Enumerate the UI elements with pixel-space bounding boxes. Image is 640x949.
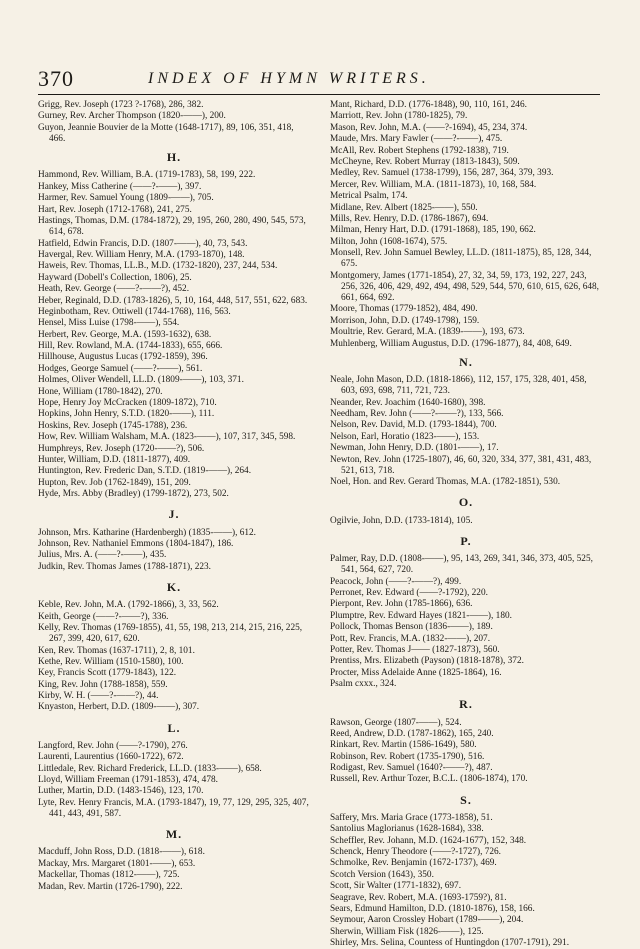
index-entry: Rinkart, Rev. Martin (1586-1649), 580. [330,740,477,751]
index-entry: Marriott, Rev. John (1780-1825), 79. [330,111,468,122]
index-entry: Milman, Henry Hart, D.D. (1791-1868), 185, 190, 662. [330,225,536,236]
right-column [330,100,602,949]
index-entry: McCheyne, Rev. Robert Murray (1813-1843), 509. [330,156,520,167]
index-entry: Perronet, Rev. Edward (——?-1792), 220. [330,587,488,598]
index-entry: Milton, John (1608-1674), 575. [330,236,448,247]
index-entry: Medley, Rev. Samuel (1738-1799), 156, 287, 364, 379, 393. [330,168,554,179]
index-entry: Kirby, W. H. (——?-——?), 44. [38,691,159,702]
index-entry: Moultrie, Rev. Gerard, M.A. (1839-——), 193, 673. [330,327,525,338]
index-entry: Keith, George (——?-——?), 336. [38,611,169,622]
index-entry: Judkin, Rev. Thomas James (1788-1871), 223. [38,561,212,572]
index-entry: Neander, Rev. Joachim (1640-1680), 398. [330,397,486,408]
index-entry: Julius, Mrs. A. (——?-——), 435. [38,550,167,561]
index-entry: Scheffler, Rev. Johann, M.D. (1624-1677), 152, 348. [330,835,527,846]
index-entry: Nelson, Earl, Horatio (1823-——), 153. [330,431,480,442]
index-entry: Palmer, Ray, D.D. (1808-——), 95, 143, 269, 341, 346, 373, 405, 525, 541, 564, 627, 720. [330,554,593,576]
index-entry: Schmolke, Rev. Benjamin (1672-1737), 469. [330,858,497,869]
index-entry: Mills, Rev. Henry, D.D. (1786-1867), 694. [330,213,489,224]
index-entry: Peacock, John (——?-——?), 499. [330,576,462,587]
index-entry: Mant, Richard, D.D. (1776-1848), 90, 110, 161, 246. [330,100,527,110]
index-entry: Procter, Miss Adelaide Anne (1825-1864), 16. [330,667,502,678]
index-entry: Laurenti, Laurentius (1660-1722), 672. [38,752,184,763]
index-entry: Herbert, Rev. George, M.A. (1593-1632), 638. [38,329,212,340]
index-entry: Lloyd, William Freeman (1791-1853), 474, 478. [38,775,218,786]
index-entry: Nelson, Rev. David, M.D. (1793-1844), 700. [330,420,497,431]
index-entry: Luther, Martin, D.D. (1483-1546), 123, 170. [38,786,204,797]
index-entry: Kelly, Rev. Thomas (1769-1855), 41, 55, 198, 213, 214, 215, 216, 225, 267, 399, 420, 617, 620. [38,622,303,645]
index-entry: Macduff, John Ross, D.D. (1818-——), 618. [38,847,205,858]
index-entry: Heginbotham, Rev. Ottiwell (1744-1768), 116, 563. [38,306,231,317]
index-entry: Holmes, Oliver Wendell, LL.D. (1809-——), 103, 371. [38,375,244,386]
section-letter-heading: R. [459,697,473,712]
index-entry: Needham, Rev. John (——?-——?), 133, 566. [330,409,504,420]
index-entry: Keble, Rev. John, M.A. (1792-1866), 3, 33, 562. [38,600,219,611]
index-entry: Grigg, Rev. Joseph (1723 ?-1768), 286, 382. [38,100,204,110]
index-entry: Hupton, Rev. Job (1762-1849), 151, 209. [38,477,191,488]
index-entry: Mackay, Mrs. Margaret (1801-——), 653. [38,858,196,869]
index-entry: Ken, Rev. Thomas (1637-1711), 2, 8, 101. [38,645,195,656]
section-letter-heading: N. [459,354,473,369]
index-entry: Pott, Rev. Francis, M.A. (1832-——), 207. [330,633,491,644]
section-letter-heading: O. [458,495,474,510]
index-entry: Scotch Version (1643), 350. [330,869,434,880]
index-entry: Sears, Edmund Hamilton, D.D. (1810-1876), 158, 166. [330,904,535,914]
index-entry: Johnson, Rev. Nathaniel Emmons (1804-1847), 186. [38,538,234,549]
index-entry: Hodges, George Samuel (——?-——), 561. [38,363,203,374]
index-entry: Hone, William (1780-1842), 270. [38,386,163,397]
index-entry: Mason, Rev. John, M.A. (——?-1694), 45, 234, 374. [330,122,528,133]
left-column [38,100,310,920]
index-entry: Pollock, Thomas Benson (1836-——), 189. [330,622,493,633]
index-entry: Santolius Maglorianus (1628-1684), 338. [330,824,484,835]
index-entry: Hankey, Miss Catherine (——?-——), 397. [38,181,202,192]
index-entry: Psalm cxxx., 324. [330,679,397,690]
index-entry: Plumptre, Rev. Edward Hayes (1821-——), 180. [330,610,512,621]
index-entry: Moore, Thomas (1779-1852), 484, 490. [330,304,478,315]
index-entry: Prentiss, Mrs. Elizabeth (Payson) (1818-1878), 372. [330,656,524,667]
index-entry: Haweis, Rev. Thomas, LL.B., M.D. (1732-1820), 237, 244, 534. [38,261,278,272]
section-letter-heading: J. [168,507,180,522]
index-entry: Hope, Henry Joy McCracken (1809-1872), 710. [38,398,217,409]
index-entry: Guyon, Jeannie Bouvier de la Motte (1648-1717), 89, 106, 351, 418, 466. [38,122,294,144]
index-entry: Metrical Psalm, 174. [330,191,408,202]
index-entry: Hoskins, Rev. Joseph (1745-1788), 236. [38,420,188,431]
index-entry: Hart, Rev. Joseph (1712-1768), 241, 275. [38,204,192,215]
index-entry: Midlane, Rev. Albert (1825-——), 550. [330,202,478,213]
index-entry: Humphreys, Rev. Joseph (1720-——?), 506. [38,443,205,454]
index-entry: Schenck, Henry Theodore (——?-1727), 726. [330,847,501,858]
index-entry: Scott, Sir Walter (1771-1832), 697. [330,881,462,892]
index-entry: Johnson, Mrs. Katharine (Hardenbergh) (1835-——), 612. [38,527,256,538]
section-letter-heading: H. [166,150,182,165]
section-letter-heading: M. [165,827,183,842]
index-entry: Langford, Rev. John (——?-1790), 276. [38,740,188,751]
index-entry: Morrison, John, D.D. (1749-1798), 159. [330,315,480,326]
index-entry: Mercer, Rev. William, M.A. (1811-1873), 10, 168, 584. [330,179,537,190]
index-entry: Newton, Rev. John (1725-1807), 46, 60, 320, 334, 377, 381, 431, 483, 521, 613, 718. [330,454,592,476]
index-entry: Mackellar, Thomas (1812-——), 725. [38,870,180,881]
index-entry: Hayward (Dobell's Collection, 1806), 25. [38,272,192,283]
index-entry: Montgomery, James (1771-1854), 27, 32, 34, 59, 173, 192, 227, 243, 256, 326, 406, 429, 492, 494, 498, 529, 544, 570, 610, 615, 626, 648, 661, 664, 692. [330,270,599,304]
index-entry: Reed, Andrew, D.D. (1787-1862), 165, 240. [330,728,494,739]
index-entry: Madan, Rev. Martin (1726-1790), 222. [38,881,183,892]
index-entry: Robinson, Rev. Robert (1735-1790), 516. [330,751,485,762]
index-entry: Hillhouse, Augustus Lucas (1792-1859), 396. [38,352,208,363]
index-entry: Neale, John Mason, D.D. (1818-1866), 112, 157, 175, 328, 401, 458, 603, 693, 698, 711, 721, 723. [330,375,587,397]
index-entry: Monsell, Rev. John Samuel Bewley, LL.D. (1811-1875), 85, 128, 344, 675. [330,248,592,270]
section-letter-heading: K. [166,579,182,594]
index-entry: Saffery, Mrs. Maria Grace (1773-1858), 51. [330,812,493,823]
index-entry: Huntington, Rev. Frederic Dan, S.T.D. (1819-——), 264. [38,466,252,477]
index-entry: Hatfield, Edwin Francis, D.D. (1807-——), 40, 73, 543. [38,238,248,249]
index-entry: Pierpont, Rev. John (1785-1866), 636. [330,599,473,610]
section-letter-heading: P. [460,533,472,548]
index-entry: King, Rev. John (1788-1858), 559. [38,679,168,690]
running-title: INDEX OF HYMN WRITERS. [148,70,430,87]
section-letter-heading: S. [460,792,472,807]
index-entry: Potter, Rev. Thomas J—— (1827-1873), 560. [330,644,500,655]
index-entry: Lyte, Rev. Henry Francis, M.A. (1793-1847), 19, 77, 129, 295, 325, 407, 441, 443, 491, 587. [38,797,309,820]
index-entry: Noel, Hon. and Rev. Gerard Thomas, M.A. (1782-1851), 530. [330,477,561,488]
index-entry: Seymour, Aaron Crossley Hobart (1789-——), 204. [330,915,524,926]
index-entry: Heath, Rev. George (——?-——?), 452. [38,284,190,295]
index-entry: Kethe, Rev. William (1510-1580), 100. [38,656,184,667]
index-entry: McAll, Rev. Robert Stephens (1792-1838), 719. [330,145,509,156]
index-entry: Maude, Mrs. Mary Fawler (——?-——), 475. [330,134,503,145]
index-entry: Havergal, Rev. William Henry, M.A. (1793-1870), 148. [38,249,245,260]
index-entry: Shirley, Mrs. Selina, Countess of Huntingdon (1707-1791), 291. [330,938,570,949]
index-entry: Gurney, Rev. Archer Thompson (1820-——), 200. [38,111,226,122]
index-entry: Hensel, Miss Luise (1798-——), 554. [38,318,180,329]
index-entry: How, Rev. William Walsham, M.A. (1823-——), 107, 317, 345, 598. [38,432,296,443]
index-entry: Hammond, Rev. William, B.A. (1719-1783), 58, 199, 222. [38,170,256,181]
index-entry: Harmer, Rev. Samuel Young (1809-——), 705. [38,193,214,204]
index-entry: Hill, Rev. Rowland, M.A. (1744-1833), 655, 666. [38,341,223,352]
header-rule [38,94,600,95]
section-letter-heading: L. [167,720,181,735]
index-entry: Seagrave, Rev. Robert, M.A. (1693-1759?), 81. [330,892,507,903]
index-entry: Key, Francis Scott (1779-1843), 122. [38,668,177,679]
index-entry: Ogilvie, John, D.D. (1733-1814), 105. [330,515,473,526]
index-entry: Rodigast, Rev. Samuel (1640?-——?), 487. [330,763,493,774]
index-entry: Littledale, Rev. Richard Frederick, LL.D. (1833-——), 658. [38,763,262,774]
index-entry: Hyde, Mrs. Abby (Bradley) (1799-1872), 273, 502. [38,489,229,500]
index-entry: Hastings, Thomas, D.M. (1784-1872), 29, 195, 260, 280, 490, 545, 573, 614, 678. [38,215,306,238]
index-entry: Hopkins, John Henry, S.T.D. (1820-——), 111. [38,409,215,420]
index-entry: Russell, Rev. Arthur Tozer, B.C.L. (1806-1874), 170. [330,774,528,785]
index-entry: Knyaston, Herbert, D.D. (1809-——), 307. [38,702,200,713]
index-entry: Sherwin, William Fisk (1826-——), 125. [330,926,484,937]
index-columns [38,100,602,949]
index-entry: Muhlenberg, William Augustus, D.D. (1796-1877), 84, 408, 649. [330,338,572,349]
index-entry: Rawson, George (1807-——), 524. [330,717,462,728]
index-entry: Hunter, William, D.D. (1811-1877), 409. [38,454,191,465]
page-number: 370 [38,66,74,91]
index-entry: Newman, John Henry, D.D. (1801-——), 17. [330,443,499,454]
index-entry: Heber, Reginald, D.D. (1783-1826), 5, 10, 164, 448, 517, 551, 622, 683. [38,295,308,306]
